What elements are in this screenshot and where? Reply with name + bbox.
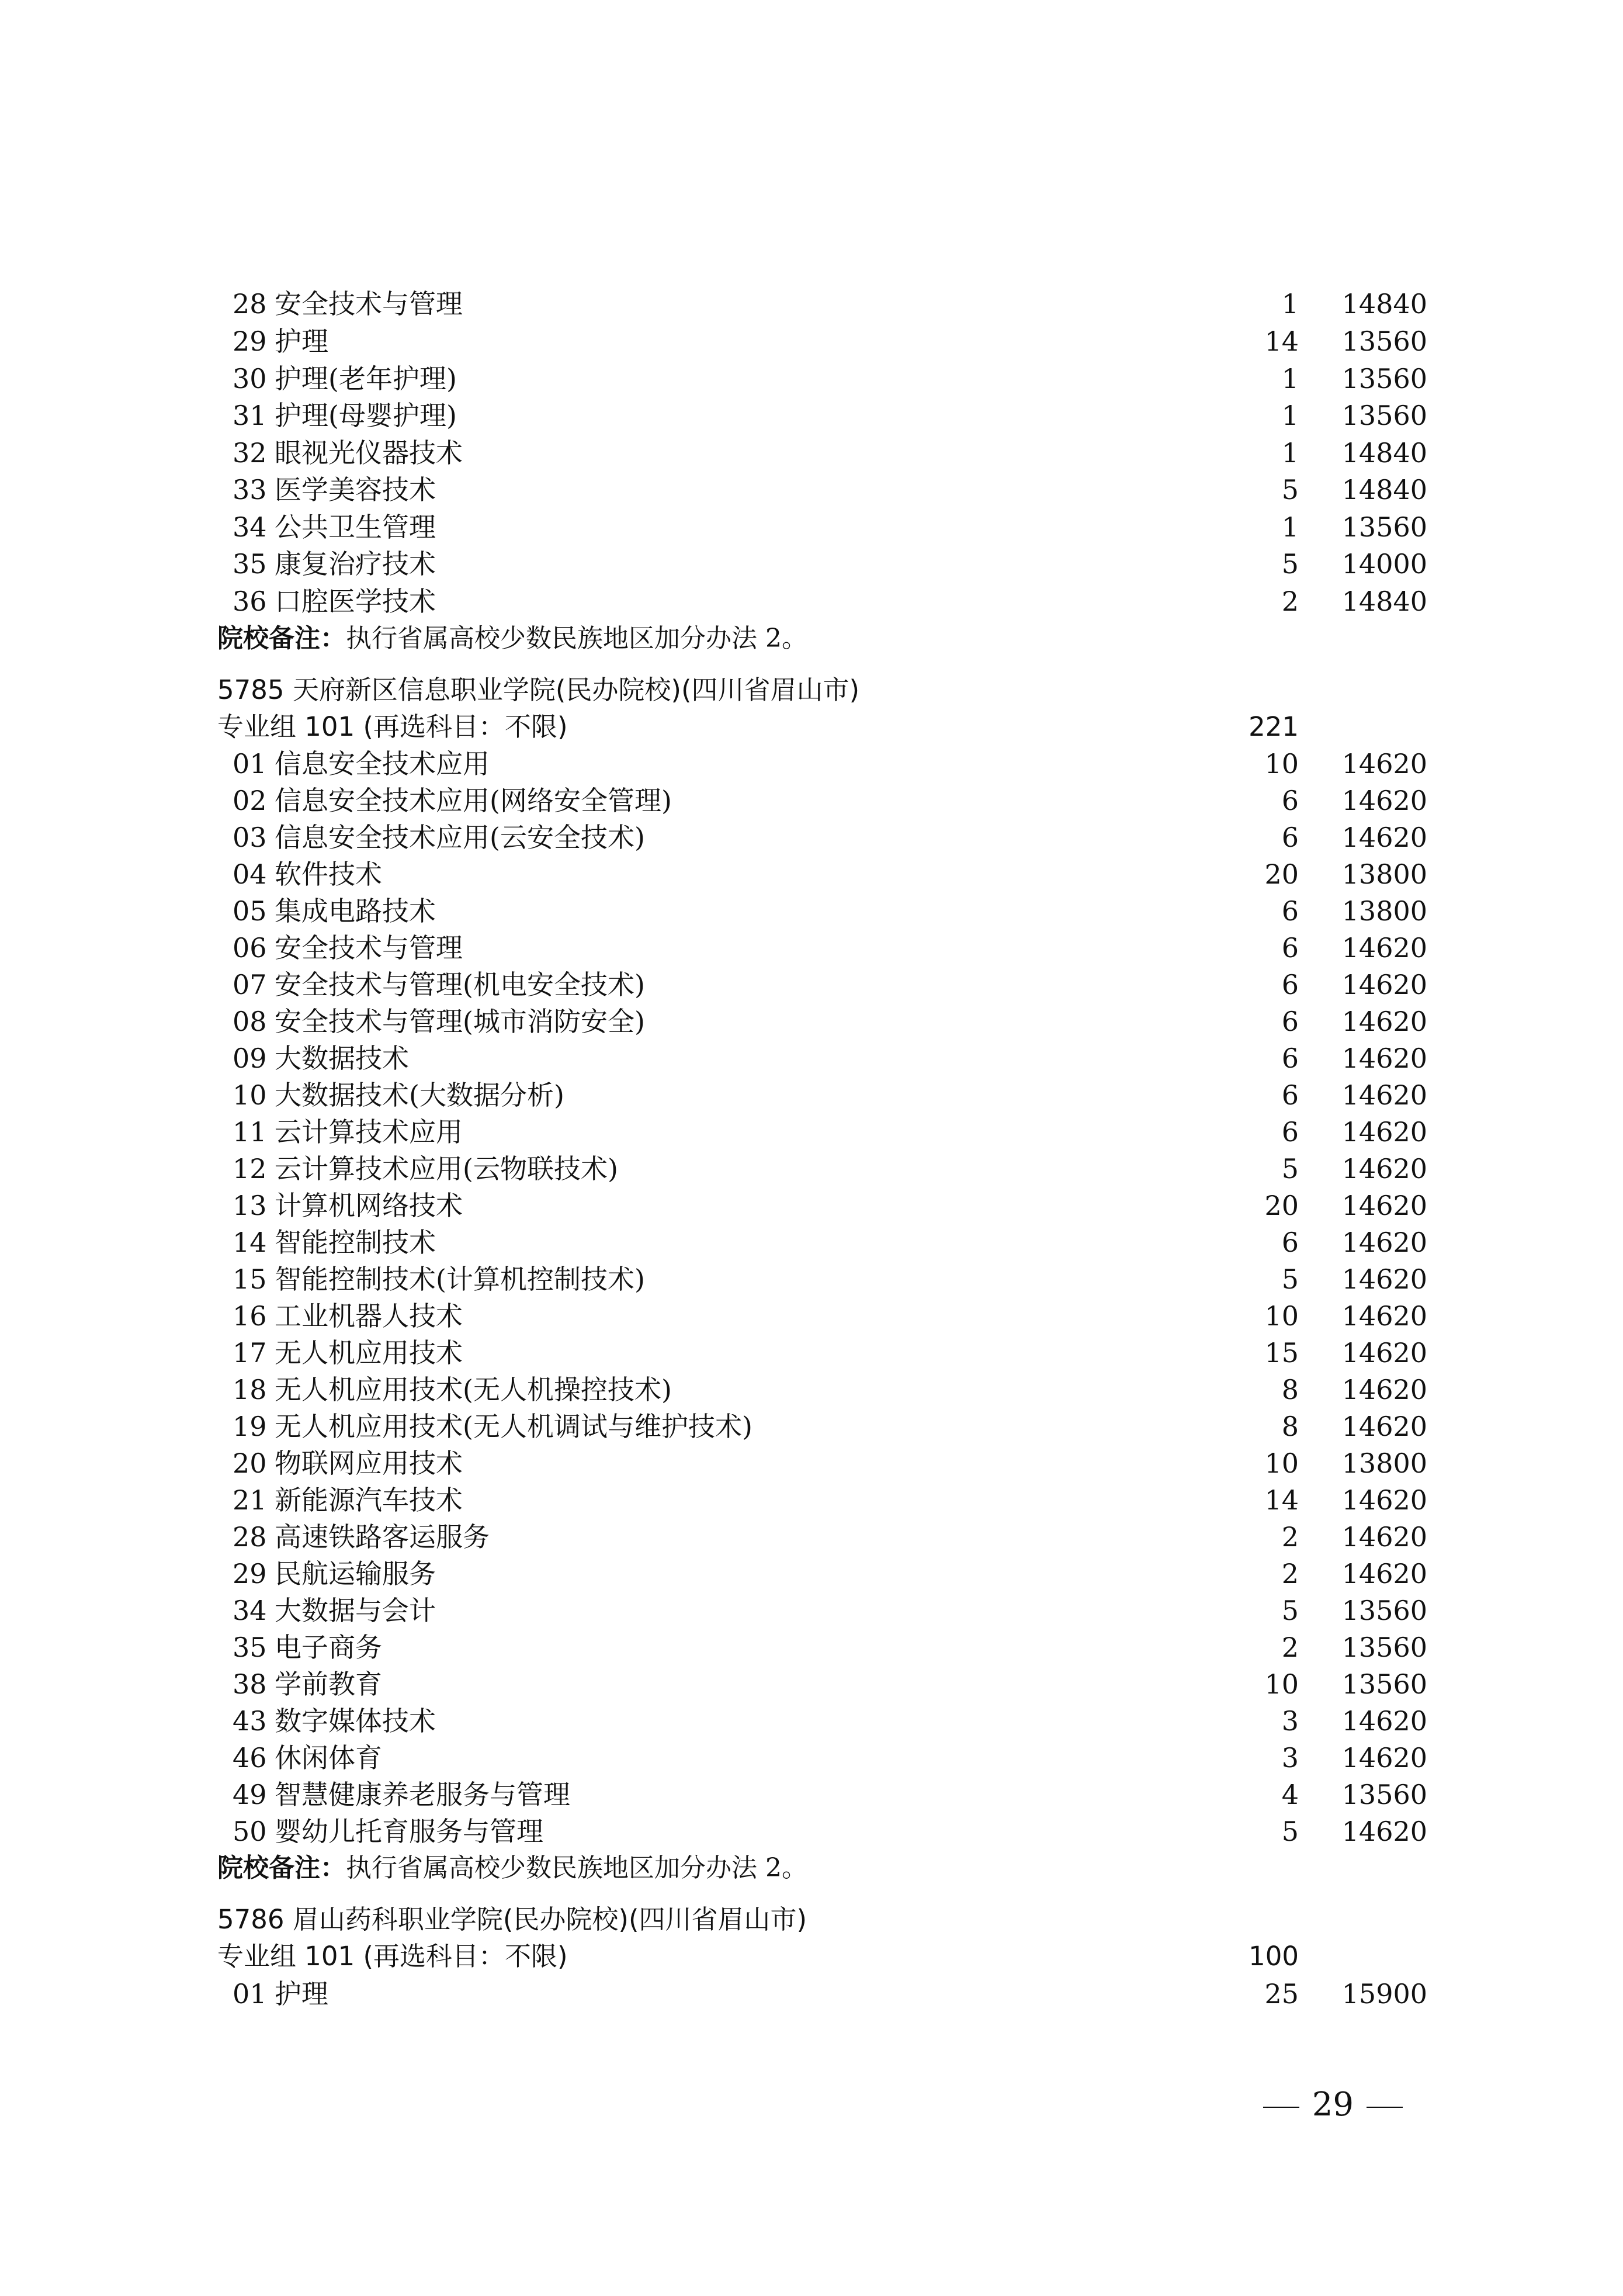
major-name: 康复治疗技术 xyxy=(275,548,436,580)
plan-count: 1 xyxy=(1281,400,1299,431)
major-code: 09 xyxy=(233,1043,267,1074)
plan-count: 6 xyxy=(1281,822,1299,853)
table-row xyxy=(0,1592,1623,1629)
plan-count: 1 xyxy=(1281,437,1299,469)
note-text: 执行省属高校少数民族地区加分办法 2。 xyxy=(346,624,807,653)
tuition-fee: 13560 xyxy=(1341,511,1427,543)
table-row xyxy=(0,1445,1623,1481)
major-name: 云计算技术应用(云物联技术) xyxy=(275,1153,618,1185)
tuition-fee: 14620 xyxy=(1341,1558,1427,1589)
plan-count: 8 xyxy=(1281,1411,1299,1442)
table-row xyxy=(0,1666,1623,1702)
table-row xyxy=(0,1703,1623,1739)
table-row xyxy=(0,1335,1623,1371)
major-group-label: 专业组 101 (再选科目：不限) xyxy=(217,1941,568,1972)
major-name: 高速铁路客运服务 xyxy=(275,1521,490,1553)
tuition-fee: 13560 xyxy=(1341,1632,1427,1663)
table-row xyxy=(0,1151,1623,1187)
major-name: 无人机应用技术 xyxy=(275,1337,463,1369)
major-name: 集成电路技术 xyxy=(275,895,436,927)
table-row xyxy=(0,361,1623,397)
plan-count: 10 xyxy=(1264,748,1299,780)
major-name: 公共卫生管理 xyxy=(275,511,436,543)
major-code: 31 xyxy=(233,400,267,431)
major-name: 口腔医学技术 xyxy=(275,586,436,617)
plan-count: 5 xyxy=(1281,1263,1299,1295)
plan-count: 6 xyxy=(1281,932,1299,964)
table-row xyxy=(0,1482,1623,1518)
tuition-fee: 14620 xyxy=(1341,1043,1427,1074)
major-code: 21 xyxy=(233,1484,267,1516)
plan-count: 8 xyxy=(1281,1374,1299,1405)
plan-count: 14 xyxy=(1264,1484,1299,1516)
table-row xyxy=(0,397,1623,434)
plan-count: 20 xyxy=(1264,1190,1299,1221)
major-name: 大数据与会计 xyxy=(275,1595,436,1626)
table-row xyxy=(0,819,1623,856)
plan-count: 2 xyxy=(1281,1558,1299,1589)
major-code: 50 xyxy=(233,1816,267,1847)
school-note xyxy=(217,1850,807,1886)
major-group-label: 专业组 101 (再选科目：不限) xyxy=(217,711,568,742)
tuition-fee: 14620 xyxy=(1341,1705,1427,1737)
major-name: 医学美容技术 xyxy=(275,474,436,505)
major-code: 20 xyxy=(233,1447,267,1479)
plan-count: 6 xyxy=(1281,1006,1299,1037)
school-heading: 5786 眉山药科职业学院(民办院校)(四川省眉山市) xyxy=(217,1904,807,1935)
tuition-fee: 14840 xyxy=(1341,437,1427,469)
tuition-fee: 14620 xyxy=(1341,822,1427,853)
page-footer xyxy=(1250,2084,1416,2126)
major-code: 34 xyxy=(233,1595,267,1626)
major-code: 01 xyxy=(233,748,267,780)
plan-count: 14 xyxy=(1264,325,1299,357)
table-row xyxy=(0,930,1623,966)
table-row xyxy=(0,472,1623,508)
plan-count: 5 xyxy=(1281,1153,1299,1185)
group-plan-count: 100 xyxy=(1249,1941,1299,1972)
plan-count: 15 xyxy=(1264,1337,1299,1369)
table-row xyxy=(0,856,1623,892)
tuition-fee: 13560 xyxy=(1341,363,1427,394)
plan-count: 6 xyxy=(1281,895,1299,927)
table-row xyxy=(0,1629,1623,1665)
table-row xyxy=(0,1261,1623,1297)
major-code: 19 xyxy=(233,1411,267,1442)
table-row xyxy=(0,286,1623,322)
major-code: 36 xyxy=(233,586,267,617)
table-row xyxy=(0,893,1623,929)
major-code: 29 xyxy=(233,325,267,357)
tuition-fee: 14620 xyxy=(1341,1190,1427,1221)
school-heading: 5785 天府新区信息职业学院(民办院校)(四川省眉山市) xyxy=(217,674,860,705)
tuition-fee: 13800 xyxy=(1341,895,1427,927)
table-row xyxy=(0,546,1623,582)
table-row xyxy=(0,1114,1623,1150)
note-label: 院校备注： xyxy=(217,624,346,653)
tuition-fee: 13800 xyxy=(1341,1447,1427,1479)
tuition-fee: 14840 xyxy=(1341,586,1427,617)
tuition-fee: 14620 xyxy=(1341,969,1427,1000)
major-code: 49 xyxy=(233,1779,267,1810)
table-row xyxy=(0,1187,1623,1224)
table-row xyxy=(0,583,1623,619)
major-name: 计算机网络技术 xyxy=(275,1190,463,1221)
tuition-fee: 14620 xyxy=(1341,1006,1427,1037)
table-row xyxy=(0,1519,1623,1555)
major-name: 大数据技术 xyxy=(275,1043,409,1074)
major-code: 38 xyxy=(233,1668,267,1700)
tuition-fee: 14620 xyxy=(1341,1263,1427,1295)
plan-count: 1 xyxy=(1281,511,1299,543)
tuition-fee: 13560 xyxy=(1341,325,1427,357)
tuition-fee: 14620 xyxy=(1341,1300,1427,1332)
major-name: 护理 xyxy=(275,325,328,357)
plan-count: 6 xyxy=(1281,1043,1299,1074)
major-name: 无人机应用技术(无人机调试与维护技术) xyxy=(275,1411,752,1442)
table-row xyxy=(0,1003,1623,1040)
table-row xyxy=(0,1408,1623,1445)
plan-count: 2 xyxy=(1281,1521,1299,1553)
table-row xyxy=(0,509,1623,545)
tuition-fee: 14620 xyxy=(1341,1484,1427,1516)
plan-count: 6 xyxy=(1281,1227,1299,1258)
major-code: 03 xyxy=(233,822,267,853)
major-name: 安全技术与管理 xyxy=(275,288,463,320)
plan-count: 25 xyxy=(1264,1978,1299,2010)
table-row xyxy=(0,435,1623,471)
major-code: 28 xyxy=(233,1521,267,1553)
major-code: 30 xyxy=(233,363,267,394)
tuition-fee: 14620 xyxy=(1341,1227,1427,1258)
major-code: 07 xyxy=(233,969,267,1000)
tuition-fee: 14620 xyxy=(1341,1742,1427,1774)
major-code: 11 xyxy=(233,1116,267,1148)
plan-count: 10 xyxy=(1264,1300,1299,1332)
group-plan-count: 221 xyxy=(1249,711,1299,742)
tuition-fee: 13800 xyxy=(1341,858,1427,890)
table-row xyxy=(0,1040,1623,1076)
tuition-fee: 14620 xyxy=(1341,1374,1427,1405)
major-code: 13 xyxy=(233,1190,267,1221)
major-code: 35 xyxy=(233,1632,267,1663)
major-name: 云计算技术应用 xyxy=(275,1116,463,1148)
major-name: 智能控制技术 xyxy=(275,1227,436,1258)
table-row xyxy=(0,1813,1623,1850)
major-name: 无人机应用技术(无人机操控技术) xyxy=(275,1374,672,1405)
major-name: 电子商务 xyxy=(275,1632,382,1663)
table-row xyxy=(0,1776,1623,1813)
tuition-fee: 14840 xyxy=(1341,288,1427,320)
plan-count: 5 xyxy=(1281,474,1299,505)
major-name: 工业机器人技术 xyxy=(275,1300,463,1332)
major-code: 08 xyxy=(233,1006,267,1037)
tuition-fee: 14620 xyxy=(1341,1411,1427,1442)
tuition-fee: 14840 xyxy=(1341,474,1427,505)
major-code: 34 xyxy=(233,511,267,543)
major-name: 信息安全技术应用(网络安全管理) xyxy=(275,785,672,816)
major-code: 06 xyxy=(233,932,267,964)
tuition-fee: 14620 xyxy=(1341,1816,1427,1847)
major-name: 学前教育 xyxy=(275,1668,382,1700)
table-row xyxy=(0,746,1623,782)
major-code: 12 xyxy=(233,1153,267,1185)
table-row xyxy=(0,967,1623,1003)
plan-count: 6 xyxy=(1281,1116,1299,1148)
major-code: 46 xyxy=(233,1742,267,1774)
major-code: 14 xyxy=(233,1227,267,1258)
major-name: 大数据技术(大数据分析) xyxy=(275,1079,564,1111)
major-code: 01 xyxy=(233,1978,267,2010)
plan-count: 5 xyxy=(1281,1816,1299,1847)
table-row xyxy=(0,1976,1623,2012)
major-code: 35 xyxy=(233,548,267,580)
major-code: 02 xyxy=(233,785,267,816)
major-code: 16 xyxy=(233,1300,267,1332)
tuition-fee: 14620 xyxy=(1341,932,1427,964)
major-code: 04 xyxy=(233,858,267,890)
major-name: 护理(老年护理) xyxy=(275,363,457,394)
major-code: 10 xyxy=(233,1079,267,1111)
major-name: 信息安全技术应用(云安全技术) xyxy=(275,822,645,853)
major-code: 17 xyxy=(233,1337,267,1369)
major-code: 18 xyxy=(233,1374,267,1405)
major-name: 新能源汽车技术 xyxy=(275,1484,463,1516)
major-name: 民航运输服务 xyxy=(275,1558,436,1589)
note-text: 执行省属高校少数民族地区加分办法 2。 xyxy=(346,1853,807,1883)
tuition-fee: 13560 xyxy=(1341,1779,1427,1810)
table-row xyxy=(0,1372,1623,1408)
major-code: 29 xyxy=(233,1558,267,1589)
footer-dash-left xyxy=(1263,2107,1299,2108)
major-name: 护理(母婴护理) xyxy=(275,400,457,431)
plan-count: 3 xyxy=(1281,1742,1299,1774)
table-row xyxy=(0,1740,1623,1776)
major-name: 休闲体育 xyxy=(275,1742,382,1774)
tuition-fee: 14620 xyxy=(1341,748,1427,780)
major-name: 安全技术与管理 xyxy=(275,932,463,964)
plan-count: 6 xyxy=(1281,1079,1299,1111)
plan-count: 2 xyxy=(1281,586,1299,617)
tuition-fee: 14620 xyxy=(1341,1079,1427,1111)
major-name: 安全技术与管理(机电安全技术) xyxy=(275,969,645,1000)
table-row xyxy=(0,323,1623,359)
major-name: 物联网应用技术 xyxy=(275,1447,463,1479)
table-row xyxy=(0,782,1623,819)
major-code: 15 xyxy=(233,1263,267,1295)
tuition-fee: 14620 xyxy=(1341,1116,1427,1148)
plan-count: 4 xyxy=(1281,1779,1299,1810)
tuition-fee: 14620 xyxy=(1341,1521,1427,1553)
table-row xyxy=(0,1077,1623,1113)
major-name: 软件技术 xyxy=(275,858,382,890)
plan-count: 1 xyxy=(1281,288,1299,320)
major-code: 43 xyxy=(233,1705,267,1737)
table-row xyxy=(0,1298,1623,1334)
plan-count: 6 xyxy=(1281,785,1299,816)
major-name: 婴幼儿托育服务与管理 xyxy=(275,1816,543,1847)
major-code: 33 xyxy=(233,474,267,505)
plan-count: 6 xyxy=(1281,969,1299,1000)
tuition-fee: 13560 xyxy=(1341,1668,1427,1700)
tuition-fee: 13560 xyxy=(1341,400,1427,431)
major-code: 05 xyxy=(233,895,267,927)
plan-count: 10 xyxy=(1264,1668,1299,1700)
plan-count: 1 xyxy=(1281,363,1299,394)
plan-count: 3 xyxy=(1281,1705,1299,1737)
plan-count: 10 xyxy=(1264,1447,1299,1479)
major-name: 信息安全技术应用 xyxy=(275,748,490,780)
plan-count: 20 xyxy=(1264,858,1299,890)
plan-count: 5 xyxy=(1281,548,1299,580)
tuition-fee: 14620 xyxy=(1341,1337,1427,1369)
plan-count: 5 xyxy=(1281,1595,1299,1626)
major-name: 智慧健康养老服务与管理 xyxy=(275,1779,570,1810)
tuition-fee: 14620 xyxy=(1341,785,1427,816)
table-row xyxy=(0,1556,1623,1592)
table-row xyxy=(0,1224,1623,1260)
note-label: 院校备注： xyxy=(217,1853,346,1883)
school-note xyxy=(217,621,807,657)
tuition-fee: 13560 xyxy=(1341,1595,1427,1626)
major-name: 眼视光仪器技术 xyxy=(275,437,463,469)
page-number: 29 xyxy=(1312,2086,1354,2124)
tuition-fee: 14000 xyxy=(1341,548,1427,580)
tuition-fee: 14620 xyxy=(1341,1153,1427,1185)
major-code: 28 xyxy=(233,288,267,320)
major-name: 安全技术与管理(城市消防安全) xyxy=(275,1006,645,1037)
footer-dash-right xyxy=(1367,2107,1403,2108)
major-name: 护理 xyxy=(275,1978,328,2010)
major-name: 智能控制技术(计算机控制技术) xyxy=(275,1263,645,1295)
plan-count: 2 xyxy=(1281,1632,1299,1663)
tuition-fee: 15900 xyxy=(1341,1978,1427,2010)
major-code: 32 xyxy=(233,437,267,469)
major-name: 数字媒体技术 xyxy=(275,1705,436,1737)
